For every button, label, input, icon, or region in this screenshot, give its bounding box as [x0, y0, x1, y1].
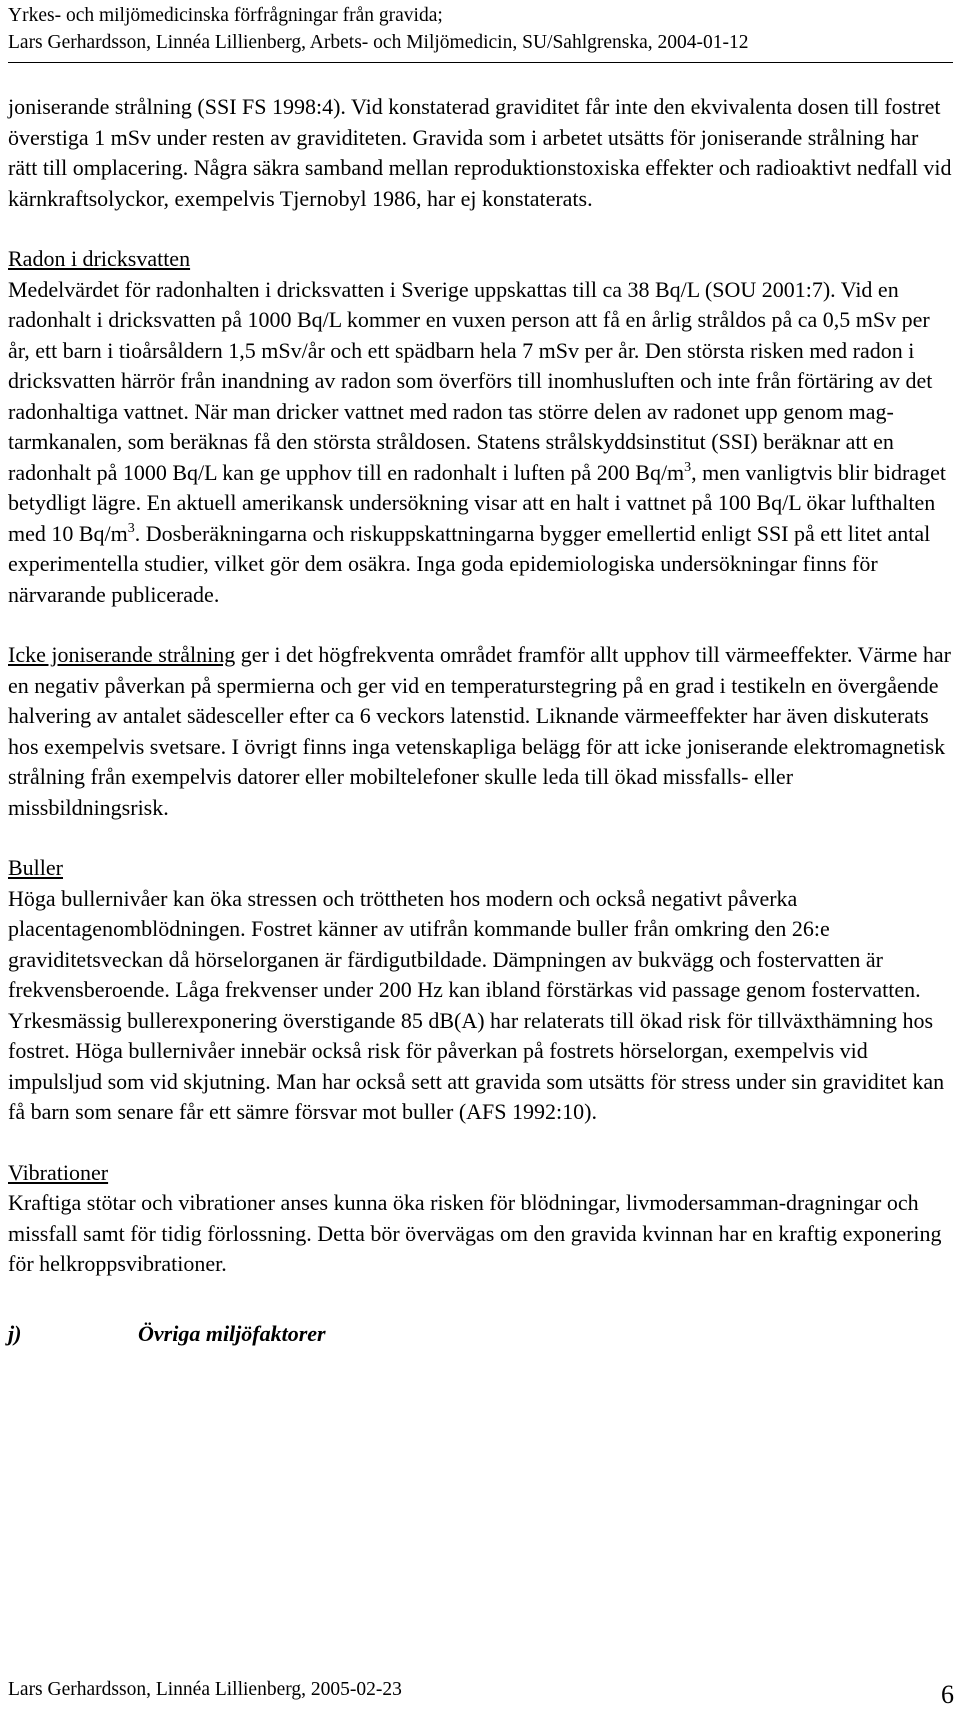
running-header [8, 2, 948, 56]
vibrations-paragraph: Kraftiga stötar och vibrationer anses kunna öka risken för blödningar, livmodersamman-dragningar och missfall samt för tidig förlossning. Detta bör övervägas om den gravida kvinnan har en kraftig exponering för helkroppsvibrationer. [8, 1190, 942, 1276]
header-divider [8, 62, 953, 63]
non-ionizing-paragraph [8, 640, 953, 823]
header-line-2: Lars Gerhardsson, Linnéa Lillienberg, Arbets- och Miljömedicin, SU/Sahlgrenska, 2004-01-12 [8, 32, 749, 53]
section-j-heading [8, 1319, 953, 1350]
document-body [8, 92, 953, 1349]
page-number: 6 [941, 1680, 954, 1709]
non-ionizing-text: ger i det högfrekventa området framför allt upphov till värmeeffekter. Värme har en negativ påverkan på spermierna och ger vid en temperaturstegring på en grad i testikeln en övergående halvering av antalet sädesceller efter ca 6 veckors latenstid. Liknande värmeeffekter har även diskuterats hos exempelvis svetsare. I övrigt finns inga vetenskapliga belägg för att icke joniserande elektromagnetisk strålning från exempelvis datorer eller mobiltelefoner skulle leda till ökad missfalls- eller missbildningsrisk. [8, 642, 952, 820]
section-j-title: Övriga miljöfaktorer [138, 1320, 326, 1346]
radon-heading: Radon i dricksvatten [8, 246, 191, 271]
noise-paragraph: Höga bullernivåer kan öka stressen och tröttheten hos modern och också negativt påverka placentagenomblödningen. Fostret känner av utifrån kommande buller från omkring den 26:e graviditetsveckan då hörselorganen är färdigutbildade. Dämpningen av bukvägg och fostervatten är frekvensberoende. Låga frekvenser under 200 Hz kan ibland förstärkas vid passage genom fostervatten. Yrkesmässig bullerexponering överstigande 85 dB(A) har relaterats till ökad risk för tillväxthämning hos fostret. Höga bullernivåer innebär också risk för påverkan på fostrets hörselorgan, exempelvis vid impulsljud som vid skjutning. Man har också sett att gravida som utsätts för stress under sin graviditet kan få barn som senare får ett sämre försvar mot buller (AFS 1992:10). [8, 885, 945, 1124]
radon-superscript-1: 3 [684, 459, 692, 475]
intro-paragraph: joniserande strålning (SSI FS 1998:4). Vid konstaterad graviditet får inte den ekvivalenta dosen till fostret överstiga 1 mSv under resten av graviditeten. Gravida som i arbetet utsätts för joniserande strålning har rätt till omplacering. Några säkra samband mellan reproduktionstoxiska effekter och radioaktivt nedfall vid kärnkraftsolyckor, exempelvis Tjernobyl 1986, har ej konstaterats. [8, 94, 952, 211]
vibrations-heading: Vibrationer [8, 1159, 109, 1185]
non-ionizing-heading: Icke joniserande strålning [8, 642, 236, 667]
section-j-number: j) [8, 1320, 22, 1346]
radon-superscript-2: 3 [127, 520, 135, 536]
header-line-1: Yrkes- och miljömedicinska förfrågningar från gravida; [8, 5, 443, 26]
radon-text-c: . Dosberäkningarna och riskuppskattningarna bygger emellertid enligt SSI på ett litet antal experimentella studier, vilket gör dem osäkra. Inga goda epidemiologiska undersökningar finns för närvarande publicerade. [8, 520, 931, 607]
noise-heading: Buller [8, 855, 63, 880]
footer-text: Lars Gerhardsson, Linnéa Lillienberg, 2005-02-23 [8, 1679, 402, 1700]
radon-paragraph [8, 275, 953, 611]
radon-text-a: Medelvärdet för radonhalten i dricksvatten i Sverige uppskattas till ca 38 Bq/L (SOU 2001:7). Vid en radonhalt i dricksvatten på 1000 Bq/L kommer en vuxen person att få en årlig stråldos på ca 0,5 mSv per år, ett barn i tioårsåldern 1,5 mSv/år och ett spädbarn hela 7 mSv per år. Den största risken med radon i dricksvatten härrör från inandning av radon som överförs till inomhusluften och inte från förtäring av det radonhaltiga vattnet. När man dricker vattnet med radon tas större delen av radonet upp genom mag-tarmkanalen, som beräknas få den största stråldosen. Statens strålskyddsinstitut (SSI) beräknar att en radonhalt på 1000 Bq/L kan ge upphov till en radonhalt i luften på 200 Bq/m [8, 276, 933, 485]
radon-text-b: , men vanligtvis blir bidraget betydligt lägre. En aktuell amerikansk undersökning visar att en halt i vattnet på 100 Bq/L ökar lufthalten med 10 Bq/m [8, 459, 946, 546]
